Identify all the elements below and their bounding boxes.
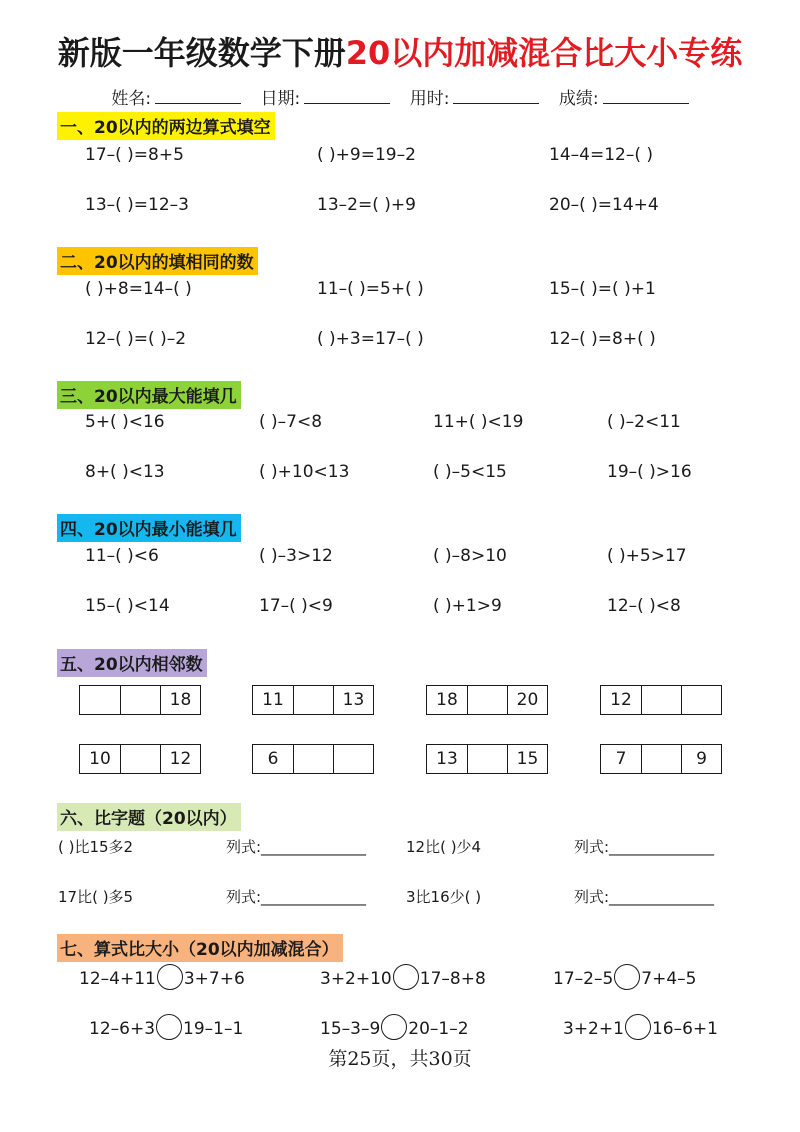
compare-circle[interactable]: [157, 964, 183, 990]
number-cell[interactable]: [641, 745, 681, 773]
q1-item: 14–4=12–( ): [549, 145, 653, 165]
compare-right: 7+4–5: [641, 969, 697, 989]
compare-left: 17–2–5: [553, 969, 614, 989]
adjacent-number-group: [79, 685, 201, 715]
compare-item: [320, 1018, 469, 1040]
page-number: 第25页，共30页: [328, 1048, 472, 1070]
number-cell[interactable]: 13: [436, 749, 458, 769]
date-label: 日期:: [260, 89, 301, 109]
time-label: 用时:: [409, 89, 450, 109]
compare-item: [553, 968, 696, 990]
student-info-row: [0, 84, 800, 109]
q6-answer-line[interactable]: 列式:______________: [574, 838, 715, 856]
adjacent-number-group: [426, 744, 548, 774]
q4-item: 15–( )<14: [85, 596, 170, 616]
q4-item: ( )–8>10: [433, 546, 507, 566]
q4-item: 11–( )<6: [85, 546, 159, 566]
compare-circle[interactable]: [625, 1014, 651, 1040]
q1-item: 20–( )=14+4: [549, 195, 659, 215]
adjacent-number-group: [252, 685, 374, 715]
number-cell[interactable]: [467, 745, 507, 773]
number-cell[interactable]: [120, 745, 160, 773]
section-title-3: 三、20以内最大能填几: [57, 381, 241, 409]
q4-item: ( )+5>17: [607, 546, 687, 566]
compare-left: 15–3–9: [320, 1019, 381, 1039]
q2-item: 12–( )=( )–2: [85, 329, 187, 349]
q1-item: 13–( )=12–3: [85, 195, 189, 215]
number-cell[interactable]: 9: [681, 745, 721, 773]
q4-item: ( )+1>9: [433, 596, 502, 616]
section-title-1: 一、20以内的两边算式填空: [57, 112, 275, 140]
compare-right: 3+7+6: [183, 969, 245, 989]
adjacent-number-group: [426, 685, 548, 715]
page-title: [0, 28, 800, 74]
compare-item: [79, 968, 245, 990]
q6-answer-line[interactable]: 列式:______________: [226, 838, 367, 856]
section-title-7: 七、算式比大小（20以内加减混合）: [57, 934, 343, 962]
q3-item: ( )–5<15: [433, 462, 507, 482]
title-highlight: 20以内加减混合比大小专练: [345, 34, 743, 72]
number-cell[interactable]: [293, 745, 333, 773]
adjacent-number-group: [79, 744, 201, 774]
number-cell[interactable]: 18: [160, 686, 200, 714]
adjacent-number-group: [600, 744, 722, 774]
q4-item: 12–( )<8: [607, 596, 681, 616]
number-cell[interactable]: 7: [615, 749, 627, 769]
adjacent-number-group: [600, 685, 722, 715]
q3-item: 19–( )>16: [607, 462, 692, 482]
q6-item: 3比16少( ): [406, 888, 482, 906]
number-cell[interactable]: 13: [333, 686, 373, 714]
q6-item: ( )比15多2: [58, 838, 134, 856]
number-cell[interactable]: 20: [507, 686, 547, 714]
title-main: 新版一年级数学下册: [57, 34, 346, 72]
q2-item: ( )+8=14–( ): [85, 279, 192, 299]
section-title-5: 五、20以内相邻数: [57, 649, 207, 677]
number-cell[interactable]: 10: [89, 749, 111, 769]
score-label: 成绩:: [558, 89, 599, 109]
number-cell[interactable]: 18: [436, 690, 458, 710]
q6-item: 17比( )多5: [58, 888, 134, 906]
number-cell[interactable]: [467, 686, 507, 714]
section-title-4: 四、20以内最小能填几: [57, 514, 241, 542]
q6-item: 12比( )少4: [406, 838, 482, 856]
number-cell[interactable]: [120, 686, 160, 714]
q1-item: ( )+9=19–2: [317, 145, 416, 165]
q2-item: 15–( )=( )+1: [549, 279, 656, 299]
q3-item: ( )–7<8: [259, 412, 323, 432]
compare-item: [563, 1018, 718, 1040]
name-label: 姓名:: [111, 89, 152, 109]
q2-item: 12–( )=8+( ): [549, 329, 656, 349]
compare-right: 16–6+1: [651, 1019, 718, 1039]
q4-item: ( )–3>12: [259, 546, 333, 566]
q6-answer-line[interactable]: 列式:______________: [574, 888, 715, 906]
q3-item: ( )–2<11: [607, 412, 681, 432]
compare-left: 3+2+10: [320, 969, 392, 989]
compare-right: 19–1–1: [183, 1019, 244, 1039]
q2-item: ( )+3=17–( ): [317, 329, 424, 349]
number-cell[interactable]: 15: [507, 745, 547, 773]
compare-circle[interactable]: [381, 1014, 407, 1040]
q6-answer-line[interactable]: 列式:______________: [226, 888, 367, 906]
adjacent-number-group: [252, 744, 374, 774]
number-cell[interactable]: 11: [262, 690, 284, 710]
date-field[interactable]: [304, 89, 390, 104]
section-title-2: 二、20以内的填相同的数: [57, 247, 258, 275]
compare-item: [320, 968, 486, 990]
number-cell[interactable]: [681, 686, 721, 714]
q4-item: 17–( )<9: [259, 596, 333, 616]
compare-left: 3+2+1: [563, 1019, 624, 1039]
q1-item: 13–2=( )+9: [317, 195, 416, 215]
number-cell[interactable]: [333, 745, 373, 773]
compare-circle[interactable]: [393, 964, 419, 990]
compare-right: 17–8+8: [419, 969, 486, 989]
q3-item: 5+( )<16: [85, 412, 165, 432]
q3-item: 11+( )<19: [433, 412, 524, 432]
time-field[interactable]: [453, 89, 539, 104]
compare-circle[interactable]: [614, 964, 640, 990]
number-cell[interactable]: 6: [267, 749, 279, 769]
section-title-6: 六、比字题（20以内）: [57, 803, 241, 831]
compare-item: [89, 1018, 243, 1040]
number-cell[interactable]: [293, 686, 333, 714]
compare-circle[interactable]: [156, 1014, 182, 1040]
number-cell[interactable]: 12: [160, 745, 200, 773]
number-cell[interactable]: 12: [610, 690, 632, 710]
q1-item: 17–( )=8+5: [85, 145, 184, 165]
number-cell[interactable]: [641, 686, 681, 714]
q3-item: ( )+10<13: [259, 462, 350, 482]
name-field[interactable]: [155, 89, 241, 104]
score-field[interactable]: [603, 89, 689, 104]
compare-right: 20–1–2: [408, 1019, 469, 1039]
compare-left: 12–6+3: [89, 1019, 156, 1039]
q3-item: 8+( )<13: [85, 462, 165, 482]
number-cell[interactable]: [80, 686, 120, 714]
compare-left: 12–4+11: [79, 969, 156, 989]
q2-item: 11–( )=5+( ): [317, 279, 424, 299]
